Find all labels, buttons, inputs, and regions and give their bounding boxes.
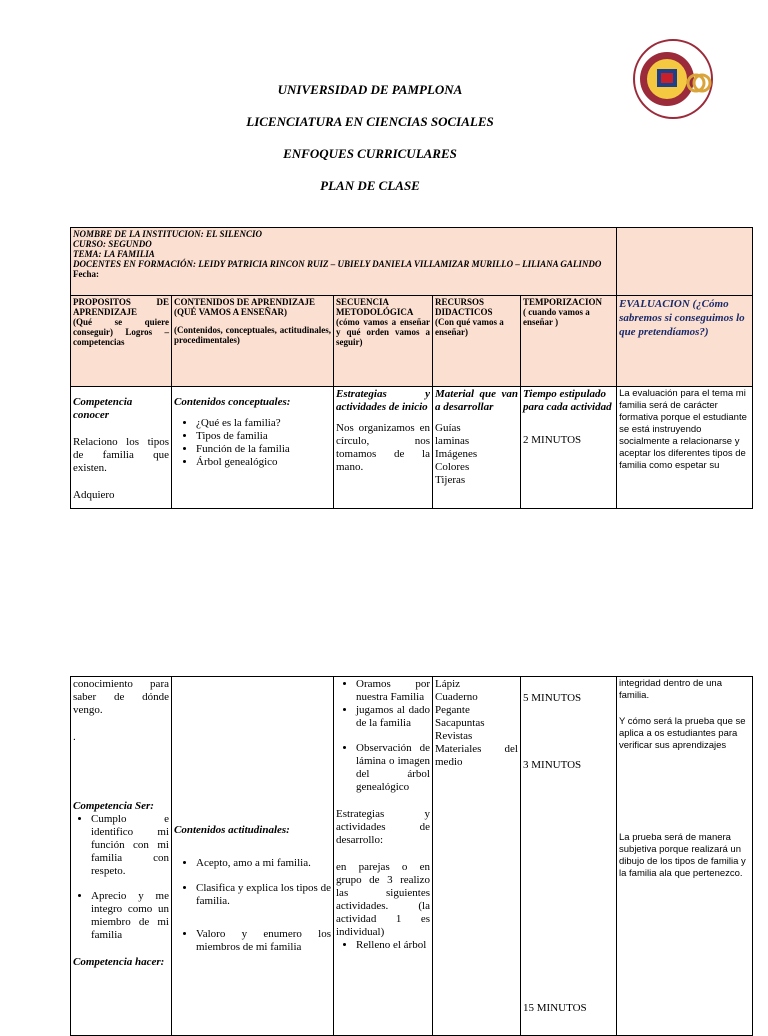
eval-text-1: integridad dentro de una familia.: [619, 678, 722, 701]
competencia-hacer: Competencia hacer:: [73, 956, 165, 968]
tiempo-value: 3 MINUTOS: [523, 759, 582, 771]
list-item: • Tipos de familia: [196, 430, 331, 443]
list-item: • Cumplo e identifico mi función con mi familia con respeto.: [91, 813, 169, 878]
tiempo-value: 15 MINUTOS: [523, 1002, 587, 1014]
competencia-ser: Competencia Ser:: [73, 800, 154, 812]
header-secuencia: SECUENCIA METODOLÓGICA (cómo vamos a enseñar y qué orden vamos a seguir): [334, 296, 433, 387]
material-item: Sacapuntas: [435, 717, 485, 729]
list-item: • Clasifica y explica los tipos de familia.: [196, 882, 331, 908]
header-contenidos: CONTENIDOS DE APRENDIZAJE (QUÉ VAMOS A ENSEÑAR) (Contenidos, conceptuales, actitudinales, procedimentales): [172, 296, 334, 387]
institution-name: NOMBRE DE LA INSTITUCION: EL SILENCIO: [73, 229, 262, 239]
material-item: Imágenes: [435, 448, 478, 460]
material-item: Pegante: [435, 704, 470, 716]
propositos-cell: [71, 677, 172, 1036]
material-item: Guías: [435, 422, 461, 434]
header-propositos: PROPOSITOS DE APRENDIZAJE (Qué se quiere conseguir) Logros – competencias: [71, 296, 172, 387]
evaluacion-cell: La evaluación para el tema mi familia será de carácter formativa porque el estudiante se está instruyendo socialmente a relacionarse y aceptar los diferentes tipos de familia como espetar su: [617, 387, 753, 509]
teachers: DOCENTES EN FORMACIÓN: LEIDY PATRICIA RINCON RUIZ – UBIELY DANIELA VILLAMIZAR MURILLO – LILIANA GALINDO: [73, 259, 602, 269]
lesson-plan-table-page2: [70, 676, 753, 1036]
secuencia-cell: [334, 677, 433, 1036]
material-item: Materiales del medio: [435, 743, 518, 768]
conocimiento-text: conocimiento para saber de dónde vengo.: [73, 678, 169, 716]
recursos-cell: [433, 677, 521, 1036]
estrategias-inicio: Estrategias y actividades de inicio: [336, 388, 430, 413]
topic: TEMA: LA FAMILIA: [73, 249, 155, 259]
tiempo-cell: [521, 387, 617, 509]
list-item: • Valoro y enumero los miembros de mi familia: [196, 928, 331, 954]
contenidos-cell: [172, 387, 334, 509]
inicio-text: Nos organizamos en círculo, nos tomamos de la mano.: [336, 422, 430, 473]
contenidos-cell: [172, 677, 334, 1036]
secuencia-list: [336, 678, 430, 794]
recursos-cell: [433, 387, 521, 509]
tiempo-cell: [521, 677, 617, 1036]
contenidos-actitudinales: Contenidos actitudinales:: [174, 824, 290, 836]
course: CURSO: SEGUNDO: [73, 239, 152, 249]
subject-title: ENFOQUES CURRICULARES: [283, 146, 457, 161]
header-tiempo: TEMPORIZACION ( cuando vamos a enseñar ): [521, 296, 617, 387]
header-evaluacion: EVALUACION (¿Cómo sabremos si conseguimos lo que pretendíamos?): [617, 296, 753, 387]
estrategias-desarrollo: Estrategias y actividades de desarrollo:: [336, 808, 430, 846]
material-item: Lápiz: [435, 678, 461, 690]
list-item: • ¿Qué es la familia?: [196, 417, 331, 430]
material-title: Material que van a desarrollar: [435, 388, 518, 413]
date-label: Fecha:: [73, 269, 99, 279]
competencia-conocer: Competencia conocer: [73, 396, 133, 421]
university-title: UNIVERSIDAD DE PAMPLONA: [277, 82, 463, 97]
document-title: PLAN DE CLASE: [320, 178, 420, 193]
eval-text-2: Y cómo será la prueba que se aplica a os estudiantes para verificar sus aprendizajes: [619, 716, 746, 751]
header-recursos: RECURSOS DIDACTICOS (Con qué vamos a enseñar): [433, 296, 521, 387]
secuencia-cell: [334, 387, 433, 509]
material-item: Cuaderno: [435, 691, 478, 703]
material-item: laminas: [435, 435, 470, 447]
list-item: • Árbol genealógico: [196, 456, 331, 469]
adquiero-text: Adquiero: [73, 489, 115, 501]
list-item: • Observación de lámina o imagen del árbol genealógico: [356, 742, 430, 794]
tiempo-title: Tiempo estipulado para cada actividad: [523, 388, 612, 413]
relaciono-text: Relaciono los tipos de familia que existen.: [73, 436, 169, 474]
tiempo-value: 5 MINUTOS: [523, 692, 582, 704]
lesson-plan-table-page1: [70, 227, 753, 509]
material-item: Colores: [435, 461, 470, 473]
contenidos-conceptuales: Contenidos conceptuales:: [174, 396, 291, 408]
ser-list: [73, 813, 169, 942]
material-item: Revistas: [435, 730, 473, 742]
list-item: • Aprecio y me integro como un miembro de mi familia: [91, 890, 169, 942]
actitudinales-list: [174, 857, 331, 954]
evaluacion-cell: [617, 677, 753, 1036]
university-seal-logo: [632, 38, 714, 120]
program-title: LICENCIATURA EN CIENCIAS SOCIALES: [246, 114, 494, 129]
list-item: • jugamos al dado de la familia: [356, 704, 430, 730]
list-item: • Acepto, amo a mi familia.: [196, 857, 331, 870]
eval-text-3: La prueba será de manera subjetiva porque realizará un dibujo de los tipos de familia y la familia ala que pertenezco.: [619, 832, 746, 879]
list-item: • Función de la familia: [196, 443, 331, 456]
dot-text: .: [73, 731, 76, 743]
list-item: • Relleno el árbol: [356, 939, 430, 952]
desarrollo-text: en parejas o en grupo de 3 realizo las siguientes actividades. (la actividad 1 es individual): [336, 861, 430, 938]
tiempo-value: 2 MINUTOS: [523, 434, 582, 446]
propositos-cell: [71, 387, 172, 509]
info-empty-cell: [617, 228, 753, 296]
list-item: • Oramos por nuestra Familia: [356, 678, 430, 704]
relleno-list: [336, 939, 430, 952]
info-cell: [71, 228, 617, 296]
material-item: Tijeras: [435, 474, 466, 486]
conceptos-list: [174, 417, 331, 469]
